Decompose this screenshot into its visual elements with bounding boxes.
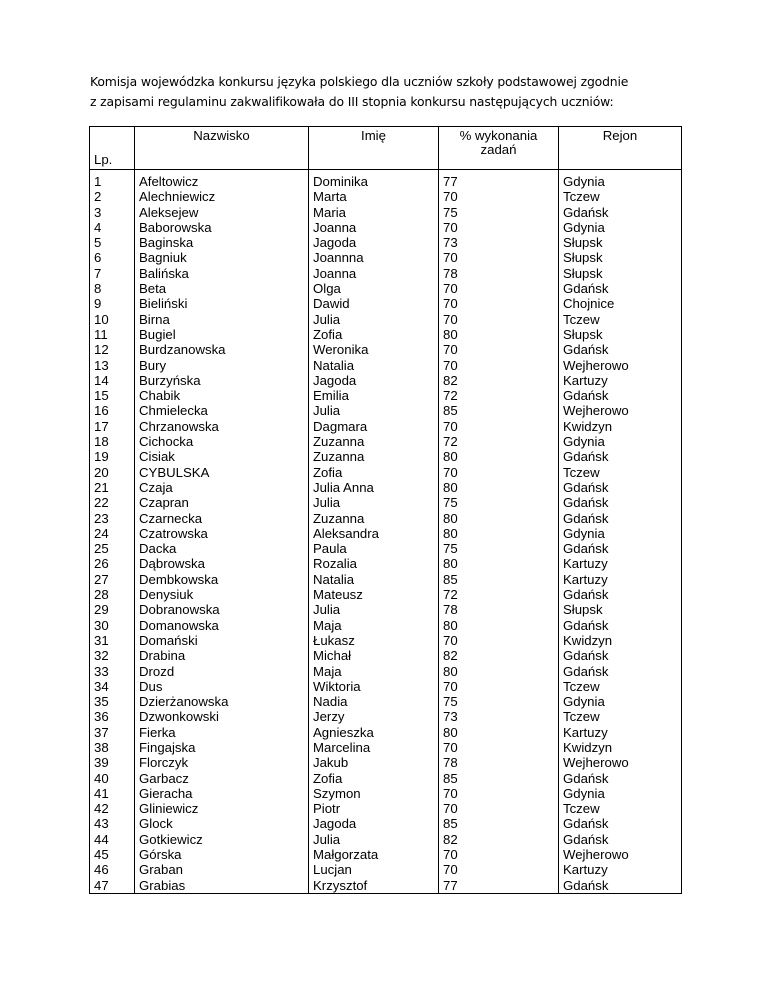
cell-surname: Dus [135,679,309,694]
cell-name: Joanna [309,266,439,281]
table-row [90,342,682,357]
cell-surname: Grabias [135,878,309,894]
cell-region: Słupsk [559,250,682,265]
cell-percent: 70 [439,220,559,235]
cell-surname: Beta [135,281,309,296]
cell-region: Wejherowo [559,755,682,770]
table-row [90,235,682,250]
cell-percent: 77 [439,170,559,190]
table-row [90,878,682,894]
cell-percent: 85 [439,572,559,587]
cell-region: Kartuzy [559,725,682,740]
cell-region: Kwidzyn [559,740,682,755]
cell-percent: 78 [439,266,559,281]
cell-surname: Dobranowska [135,602,309,617]
cell-name: Zofia [309,327,439,342]
cell-percent: 73 [439,235,559,250]
cell-region: Gdańsk [559,816,682,831]
cell-percent: 80 [439,618,559,633]
cell-surname: Drabina [135,648,309,663]
cell-surname: Drozd [135,664,309,679]
cell-percent: 82 [439,648,559,663]
intro-text [90,72,710,112]
cell-lp: 43 [90,816,135,831]
table-row [90,755,682,770]
cell-surname: Baginska [135,235,309,250]
cell-percent: 73 [439,709,559,724]
cell-lp: 34 [90,679,135,694]
cell-region: Gdańsk [559,342,682,357]
cell-percent: 70 [439,786,559,801]
table-row [90,449,682,464]
cell-surname: Denysiuk [135,587,309,602]
cell-percent: 80 [439,725,559,740]
cell-percent: 80 [439,556,559,571]
cell-surname: Graban [135,862,309,877]
cell-lp: 31 [90,633,135,648]
cell-region: Tczew [559,312,682,327]
cell-percent: 75 [439,495,559,510]
cell-percent: 85 [439,816,559,831]
cell-lp: 10 [90,312,135,327]
cell-name: Jagoda [309,235,439,250]
table-row [90,526,682,541]
cell-percent: 70 [439,847,559,862]
cell-name: Olga [309,281,439,296]
cell-name: Mateusz [309,587,439,602]
table-row [90,511,682,526]
cell-surname: Czarnecka [135,511,309,526]
cell-name: Małgorzata [309,847,439,862]
table-row [90,847,682,862]
cell-surname: Bugiel [135,327,309,342]
cell-surname: Gotkiewicz [135,832,309,847]
cell-name: Michał [309,648,439,663]
cell-lp: 17 [90,419,135,434]
cell-name: Natalia [309,358,439,373]
cell-region: Gdynia [559,170,682,190]
cell-region: Gdańsk [559,664,682,679]
cell-region: Tczew [559,709,682,724]
cell-percent: 70 [439,633,559,648]
cell-name: Julia Anna [309,480,439,495]
cell-lp: 45 [90,847,135,862]
table-row [90,480,682,495]
cell-lp: 42 [90,801,135,816]
header-lp: Lp. [90,127,135,170]
cell-name: Julia [309,832,439,847]
cell-name: Paula [309,541,439,556]
cell-percent: 72 [439,388,559,403]
cell-region: Gdańsk [559,832,682,847]
cell-lp: 27 [90,572,135,587]
cell-region: Kwidzyn [559,633,682,648]
cell-region: Słupsk [559,602,682,617]
cell-lp: 4 [90,220,135,235]
cell-region: Kartuzy [559,572,682,587]
cell-surname: Baborowska [135,220,309,235]
cell-percent: 78 [439,602,559,617]
cell-percent: 80 [439,526,559,541]
cell-lp: 29 [90,602,135,617]
cell-lp: 11 [90,327,135,342]
table-row [90,572,682,587]
intro-line-2: z zapisami regulaminu zakwalifikowała do III stopnia konkursu następujących uczniów: [90,94,614,109]
cell-lp: 23 [90,511,135,526]
cell-name: Zuzanna [309,511,439,526]
cell-surname: Dacka [135,541,309,556]
table-row [90,373,682,388]
cell-lp: 3 [90,205,135,220]
cell-surname: Czaja [135,480,309,495]
cell-lp: 9 [90,296,135,311]
cell-name: Nadia [309,694,439,709]
cell-lp: 1 [90,170,135,190]
cell-region: Gdańsk [559,618,682,633]
cell-region: Słupsk [559,235,682,250]
cell-surname: Bieliński [135,296,309,311]
cell-surname: Bagniuk [135,250,309,265]
cell-lp: 19 [90,449,135,464]
cell-lp: 7 [90,266,135,281]
cell-region: Kwidzyn [559,419,682,434]
cell-lp: 38 [90,740,135,755]
cell-percent: 75 [439,694,559,709]
cell-percent: 70 [439,419,559,434]
cell-region: Wejherowo [559,403,682,418]
cell-percent: 70 [439,465,559,480]
table-row [90,556,682,571]
header-region: Rejon [559,127,682,170]
cell-name: Marcelina [309,740,439,755]
cell-name: Julia [309,403,439,418]
cell-lp: 20 [90,465,135,480]
cell-lp: 15 [90,388,135,403]
cell-lp: 18 [90,434,135,449]
cell-name: Dawid [309,296,439,311]
table-row [90,403,682,418]
cell-region: Kartuzy [559,556,682,571]
cell-percent: 85 [439,771,559,786]
cell-region: Gdańsk [559,648,682,663]
cell-region: Gdańsk [559,511,682,526]
cell-lp: 2 [90,189,135,204]
table-row [90,327,682,342]
cell-lp: 16 [90,403,135,418]
cell-region: Gdynia [559,526,682,541]
cell-lp: 39 [90,755,135,770]
cell-percent: 70 [439,679,559,694]
cell-percent: 70 [439,281,559,296]
header-percent-line1: % wykonania [459,128,538,143]
table-row [90,740,682,755]
cell-name: Zuzanna [309,449,439,464]
cell-region: Gdańsk [559,587,682,602]
cell-region: Gdynia [559,434,682,449]
cell-surname: Burzyńska [135,373,309,388]
cell-name: Piotr [309,801,439,816]
cell-surname: Garbacz [135,771,309,786]
cell-name: Maja [309,664,439,679]
cell-region: Gdańsk [559,495,682,510]
table-row [90,434,682,449]
header-percent-line2: zadań [480,142,517,157]
cell-surname: Domanowska [135,618,309,633]
cell-lp: 6 [90,250,135,265]
cell-percent: 82 [439,832,559,847]
cell-region: Gdańsk [559,281,682,296]
table-row [90,602,682,617]
table-row [90,816,682,831]
cell-lp: 26 [90,556,135,571]
table-row [90,862,682,877]
table-row [90,587,682,602]
table-row [90,648,682,663]
cell-surname: Cichocka [135,434,309,449]
cell-percent: 70 [439,250,559,265]
cell-lp: 37 [90,725,135,740]
cell-lp: 5 [90,235,135,250]
cell-name: Weronika [309,342,439,357]
cell-surname: Dzierżanowska [135,694,309,709]
cell-name: Julia [309,602,439,617]
cell-surname: Gliniewicz [135,801,309,816]
cell-surname: Dembkowska [135,572,309,587]
header-name: Imię [309,127,439,170]
table-row [90,281,682,296]
cell-name: Zuzanna [309,434,439,449]
table-row [90,465,682,480]
table-row [90,786,682,801]
cell-percent: 78 [439,755,559,770]
cell-lp: 13 [90,358,135,373]
cell-lp: 33 [90,664,135,679]
cell-region: Chojnice [559,296,682,311]
cell-lp: 30 [90,618,135,633]
cell-lp: 24 [90,526,135,541]
cell-name: Joannna [309,250,439,265]
table-row [90,220,682,235]
cell-name: Zofia [309,771,439,786]
table-row [90,679,682,694]
cell-region: Kartuzy [559,373,682,388]
cell-surname: Glock [135,816,309,831]
cell-name: Natalia [309,572,439,587]
table-row [90,618,682,633]
cell-surname: Fierka [135,725,309,740]
cell-lp: 28 [90,587,135,602]
cell-surname: Czatrowska [135,526,309,541]
cell-name: Dominika [309,170,439,190]
cell-region: Tczew [559,465,682,480]
cell-name: Łukasz [309,633,439,648]
cell-percent: 70 [439,801,559,816]
cell-surname: Czapran [135,495,309,510]
cell-percent: 80 [439,664,559,679]
cell-percent: 70 [439,358,559,373]
cell-region: Wejherowo [559,358,682,373]
table-row [90,664,682,679]
cell-percent: 75 [439,205,559,220]
cell-region: Gdynia [559,786,682,801]
header-percent [439,127,559,170]
cell-surname: Cisiak [135,449,309,464]
table-row [90,633,682,648]
table-row [90,170,682,190]
cell-lp: 41 [90,786,135,801]
cell-surname: Alechniewicz [135,189,309,204]
cell-region: Słupsk [559,327,682,342]
cell-surname: Fingajska [135,740,309,755]
cell-percent: 70 [439,312,559,327]
cell-lp: 44 [90,832,135,847]
cell-lp: 35 [90,694,135,709]
cell-surname: Chabik [135,388,309,403]
cell-lp: 47 [90,878,135,894]
qualified-students-table [89,126,682,894]
cell-name: Dagmara [309,419,439,434]
cell-lp: 14 [90,373,135,388]
cell-region: Tczew [559,679,682,694]
cell-lp: 46 [90,862,135,877]
table-row [90,495,682,510]
cell-name: Rozalia [309,556,439,571]
cell-lp: 36 [90,709,135,724]
cell-surname: Domański [135,633,309,648]
cell-region: Gdańsk [559,480,682,495]
cell-region: Wejherowo [559,847,682,862]
cell-percent: 70 [439,189,559,204]
cell-surname: Aleksejew [135,205,309,220]
cell-name: Joanna [309,220,439,235]
cell-region: Gdynia [559,694,682,709]
cell-name: Szymon [309,786,439,801]
cell-surname: CYBULSKA [135,465,309,480]
table-row [90,694,682,709]
cell-lp: 40 [90,771,135,786]
cell-surname: Górska [135,847,309,862]
cell-region: Kartuzy [559,862,682,877]
cell-name: Agnieszka [309,725,439,740]
cell-surname: Chrzanowska [135,419,309,434]
table-row [90,832,682,847]
cell-surname: Bury [135,358,309,373]
cell-surname: Dzwonkowski [135,709,309,724]
cell-name: Maja [309,618,439,633]
cell-name: Krzysztof [309,878,439,894]
cell-percent: 80 [439,480,559,495]
cell-region: Gdańsk [559,771,682,786]
cell-region: Gdańsk [559,388,682,403]
table-row [90,801,682,816]
table-row [90,205,682,220]
table-row [90,771,682,786]
cell-name: Jagoda [309,373,439,388]
table-row [90,296,682,311]
cell-region: Słupsk [559,266,682,281]
cell-name: Wiktoria [309,679,439,694]
cell-lp: 12 [90,342,135,357]
table-row [90,541,682,556]
cell-percent: 72 [439,587,559,602]
cell-region: Gdańsk [559,541,682,556]
cell-lp: 8 [90,281,135,296]
cell-percent: 80 [439,327,559,342]
table-row [90,358,682,373]
cell-name: Emilia [309,388,439,403]
cell-percent: 80 [439,449,559,464]
cell-name: Zofia [309,465,439,480]
cell-name: Aleksandra [309,526,439,541]
cell-lp: 21 [90,480,135,495]
cell-region: Gdańsk [559,878,682,894]
table-header-row [90,127,682,170]
cell-name: Julia [309,312,439,327]
cell-name: Jakub [309,755,439,770]
cell-percent: 80 [439,511,559,526]
cell-region: Gdańsk [559,449,682,464]
cell-percent: 72 [439,434,559,449]
table-row [90,725,682,740]
table-row [90,189,682,204]
cell-percent: 70 [439,342,559,357]
cell-percent: 70 [439,862,559,877]
cell-lp: 22 [90,495,135,510]
cell-name: Marta [309,189,439,204]
cell-region: Tczew [559,801,682,816]
cell-surname: Dąbrowska [135,556,309,571]
cell-percent: 70 [439,296,559,311]
cell-surname: Birna [135,312,309,327]
cell-surname: Chmielecka [135,403,309,418]
cell-surname: Balińska [135,266,309,281]
intro-line-1: Komisja wojewódzka konkursu języka polskiego dla uczniów szkoły podstawowej zgodnie [90,74,629,89]
cell-surname: Florczyk [135,755,309,770]
cell-surname: Burdzanowska [135,342,309,357]
cell-lp: 32 [90,648,135,663]
cell-percent: 82 [439,373,559,388]
cell-name: Lucjan [309,862,439,877]
cell-name: Jerzy [309,709,439,724]
table-row [90,266,682,281]
header-surname: Nazwisko [135,127,309,170]
table-row [90,250,682,265]
cell-surname: Gieracha [135,786,309,801]
cell-percent: 75 [439,541,559,556]
cell-region: Gdańsk [559,205,682,220]
cell-percent: 85 [439,403,559,418]
table-row [90,709,682,724]
table-body [90,170,682,894]
table-row [90,419,682,434]
table-row [90,312,682,327]
cell-name: Julia [309,495,439,510]
table-row [90,388,682,403]
cell-region: Tczew [559,189,682,204]
cell-percent: 77 [439,878,559,894]
cell-percent: 70 [439,740,559,755]
cell-name: Jagoda [309,816,439,831]
cell-name: Maria [309,205,439,220]
cell-surname: Afeltowicz [135,170,309,190]
cell-lp: 25 [90,541,135,556]
cell-region: Gdynia [559,220,682,235]
